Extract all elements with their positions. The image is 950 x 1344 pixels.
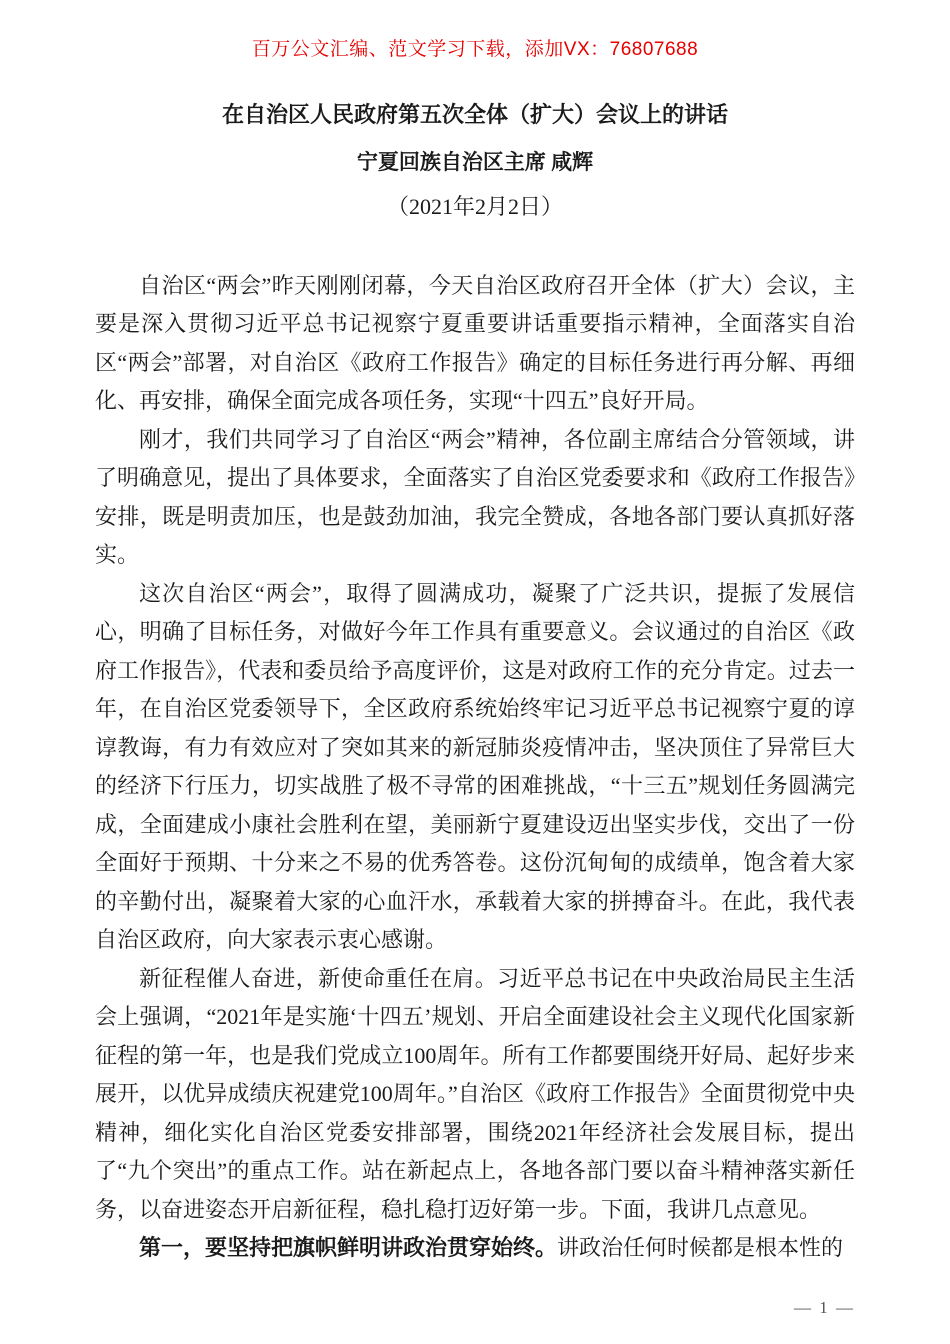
date-line: （2021年2月2日） — [386, 193, 563, 219]
author-line: 宁夏回族自治区主席 咸辉 — [356, 149, 594, 174]
paragraph-text: 这次自治区“两会”，取得了圆满成功，凝聚了广泛共识，提振了发展信心，明确了目标任务，对做好今年工作具有重要意义。会议通过的自治区《政府工作报告》，代表和委员给予高度评价，这是对政府工作的充分肯定。过去一年，在自治区党委领导下，全区政府系统始终牢记习近平总书记视察宁夏的谆谆教诲，有力有效应对了突如其来的新冠肺炎疫情冲击，坚决顶住了异常巨大的经济下行压力，切实战胜了极不寻常的困难挑战，“十三五”规划任务圆满完成，全面建成小康社会胜利在望，美丽新宁夏建设迈出坚实步伐，交出了一份全面好于预期、十分来之不易的优秀答卷。这份沉甸甸的成绩单，饱含着大家的辛勤付出，凝聚着大家的心血汗水，承载着大家的拼搏奋斗。在此，我代表自治区政府，向大家表示衷心感谢。 — [95, 580, 855, 953]
page-number: — 1 — — [794, 1298, 855, 1317]
paragraph — [95, 267, 855, 421]
paragraph-text: 新征程催人奋进，新使命重任在肩。习近平总书记在中央政治局民主生活会上强调，“2021年是实施‘十四五’规划、开启全面建设社会主义现代化国家新征程的第一年，也是我们党成立100周年。所有工作都要围绕开好局、起好步来展开，以优异成绩庆祝建党100周年。”自治区《政府工作报告》全面贯彻党中央精神，细化实化自治区党委安排部署，围绕2021年经济社会发展目标，提出了“九个突出”的重点工作。站在新起点上，各地各部门要以奋斗精神落实新任务，以奋进姿态开启新征程，稳扎稳打迈好第一步。下面，我讲几点意见。 — [95, 965, 855, 1222]
title-block — [95, 101, 855, 221]
paragraph — [95, 421, 855, 575]
paragraph-text: 自治区“两会”昨天刚刚闭幕，今天自治区政府召开全体（扩大）会议，主要是深入贯彻习近平总书记视察宁夏重要讲话重要指示精神，全面落实自治区“两会”部署，对自治区《政府工作报告》确定的目标任务进行再分解、再细化、再安排，确保全面完成各项任务，实现“十四五”良好开局。 — [95, 272, 855, 414]
paragraph — [95, 960, 855, 1230]
paragraph — [95, 1229, 855, 1268]
paragraph — [95, 575, 855, 960]
header-notice: 百万公文汇编、范文学习下载，添加VX：76807688 — [251, 39, 699, 60]
document-title: 在自治区人民政府第五次全体（扩大）会议上的讲话 — [221, 102, 728, 127]
paragraph-lead: 第一，要坚持把旗帜鲜明讲政治贯穿始终。 — [139, 1235, 558, 1261]
paragraph-text: 讲政治任何时候都是根本性的 — [557, 1235, 844, 1261]
paragraph-text: 刚才，我们共同学习了自治区“两会”精神，各位副主席结合分管领域，讲了明确意见，提出了具体要求，全面落实了自治区党委要求和《政府工作报告》安排，既是明责加压，也是鼓劲加油，我完全赞成，各地各部门要认真抓好落实。 — [95, 426, 855, 568]
document-body — [95, 267, 855, 1268]
